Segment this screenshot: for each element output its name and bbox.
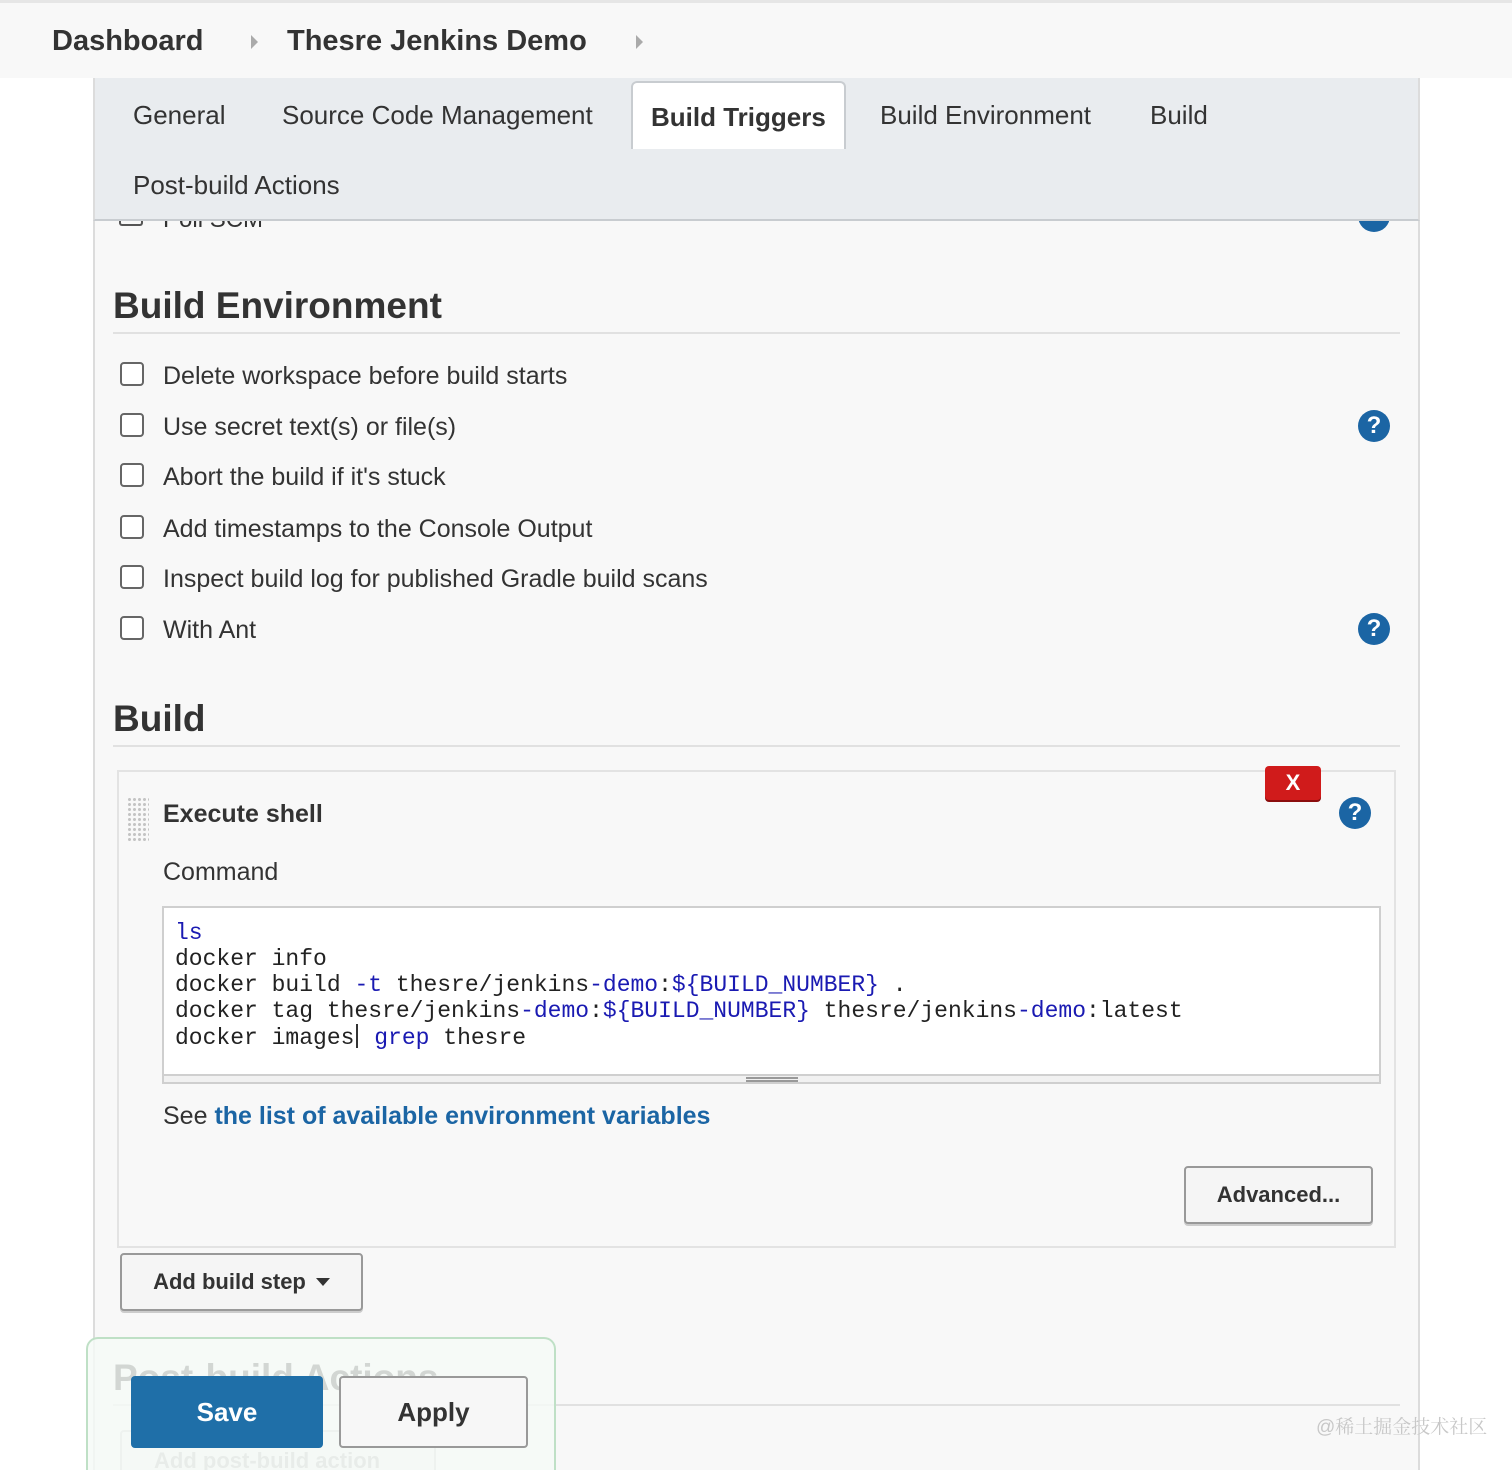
chevron-right-icon[interactable] [636,35,643,49]
command-label: Command [163,858,279,886]
drag-handle-icon[interactable] [127,797,149,843]
with-ant-checkbox[interactable] [120,616,144,640]
save-button[interactable]: Save [131,1376,323,1448]
abort-stuck-checkbox[interactable] [120,463,144,487]
divider [113,332,1400,334]
delete-workspace-label[interactable]: Delete workspace before build starts [163,362,568,390]
secret-text-checkbox[interactable] [120,413,144,437]
section-tabs [93,78,1420,221]
resize-grip-icon[interactable] [746,1077,798,1082]
add-build-step-button[interactable] [120,1253,363,1311]
chevron-right-icon[interactable] [251,35,258,49]
code-line-1: ls [175,920,203,946]
advanced-button[interactable]: Advanced... [1184,1166,1373,1224]
env-variables-link[interactable]: the list of available environment variables [214,1102,711,1130]
tab-build-triggers[interactable]: Build Triggers [631,81,846,149]
with-ant-label[interactable]: With Ant [163,616,257,644]
help-icon[interactable]: ? [1339,797,1371,829]
gradle-scans-checkbox[interactable] [120,565,144,589]
code-line-5: docker images grep thesre [175,1025,527,1051]
execute-shell-title: Execute shell [163,800,323,828]
code-line-2: docker info [175,946,327,972]
gradle-scans-label[interactable]: Inspect build log for published Gradle build scans [163,565,708,593]
tab-build[interactable]: Build [1150,100,1208,130]
env-prefix: See [163,1102,208,1130]
tab-source-code-management[interactable]: Source Code Management [282,100,593,130]
tab-build-environment[interactable]: Build Environment [880,100,1091,130]
code-line-4: docker tag thesre/jenkins-demo:${BUILD_NUMBER} thesre/jenkins-demo:latest [175,998,1183,1024]
build-title: Build [113,698,206,739]
breadcrumb [0,0,1512,78]
command-code[interactable] [175,920,1183,1051]
code-line-3: docker build -t thesre/jenkins-demo:${BUILD_NUMBER} . [175,972,907,998]
secret-text-label[interactable]: Use secret text(s) or file(s) [163,413,457,441]
tab-general[interactable]: General [133,100,226,130]
breadcrumb-project[interactable]: Thesre Jenkins Demo [287,25,587,57]
apply-button[interactable]: Apply [339,1376,528,1448]
delete-step-button[interactable]: X [1265,766,1321,800]
build-environment-title: Build Environment [113,285,442,326]
timestamps-label[interactable]: Add timestamps to the Console Output [163,515,593,543]
abort-stuck-label[interactable]: Abort the build if it's stuck [163,463,446,491]
chevron-down-icon [316,1278,330,1286]
tab-post-build-actions[interactable]: Post-build Actions [133,170,340,200]
breadcrumb-dashboard[interactable]: Dashboard [52,25,204,57]
help-icon[interactable]: ? [1358,613,1390,645]
env-variables-line [163,1102,710,1131]
text-cursor [356,1024,358,1048]
delete-workspace-checkbox[interactable] [120,362,144,386]
add-build-step-label: Add build step [153,1269,306,1294]
help-icon[interactable]: ? [1358,410,1390,442]
divider [113,745,1400,747]
timestamps-checkbox[interactable] [120,515,144,539]
watermark: @稀土掘金技术社区 [1316,1417,1488,1438]
